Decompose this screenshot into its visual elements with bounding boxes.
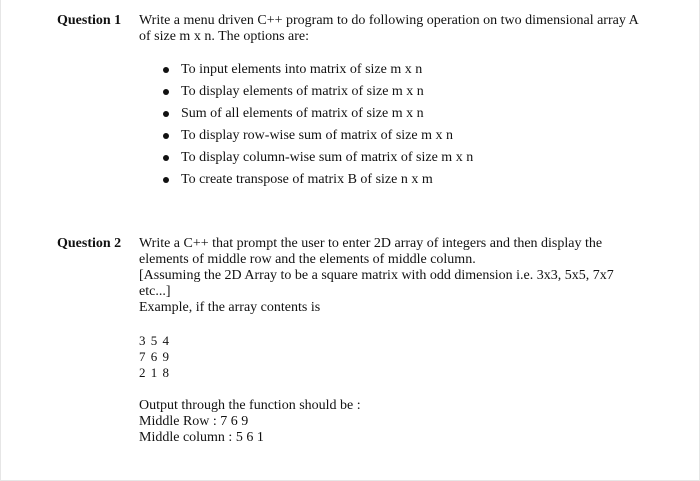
option-item: [161, 128, 473, 150]
question-1-text: [139, 13, 659, 45]
question-2-text: [139, 236, 659, 316]
question-2-line-2: elements of middle row and the elements of middle column.: [139, 252, 476, 267]
bullet-icon: [163, 155, 169, 161]
question-1-label: Question 1: [57, 13, 122, 28]
question-1-line-1: Write a menu driven C++ program to do following operation on two dimensional array A: [139, 13, 639, 28]
option-text: To input elements into matrix of size m x n: [181, 62, 423, 77]
middle-column-output: Middle column : 5 6 1: [139, 430, 264, 445]
question-2-line-4: etc...]: [139, 284, 171, 299]
bullet-icon: [163, 133, 169, 139]
bullet-icon: [163, 111, 169, 117]
option-text: Sum of all elements of matrix of size m x n: [181, 106, 424, 121]
question-1-line-2: of size m x n. The options are:: [139, 29, 310, 44]
example-matrix: [139, 333, 170, 381]
option-text: To display column-wise sum of matrix of size m x n: [181, 150, 474, 165]
matrix-row: 2 1 8: [139, 365, 170, 380]
option-item: [161, 150, 473, 172]
option-item: [161, 172, 473, 194]
question-2-line-3: [Assuming the 2D Array to be a square matrix with odd dimension i.e. 3x3, 5x5, 7x7: [139, 268, 614, 283]
question-2-line-1: Write a C++ that prompt the user to enter 2D array of integers and then display the: [139, 236, 603, 251]
question-1-options-list: [161, 62, 473, 194]
question-2-label: Question 2: [57, 236, 122, 251]
matrix-row: 7 6 9: [139, 349, 170, 364]
option-text: To display elements of matrix of size m x n: [181, 84, 424, 99]
option-item: [161, 84, 473, 106]
question-2-line-5: Example, if the array contents is: [139, 300, 321, 315]
expected-output: [139, 398, 361, 446]
option-item: [161, 62, 473, 84]
option-text: To display row-wise sum of matrix of size m x n: [181, 128, 453, 143]
matrix-row: 3 5 4: [139, 333, 170, 348]
option-text: To create transpose of matrix B of size n x m: [181, 172, 433, 187]
middle-row-output: Middle Row : 7 6 9: [139, 414, 249, 429]
output-heading: Output through the function should be :: [139, 398, 361, 413]
option-item: [161, 106, 473, 128]
bullet-icon: [163, 67, 169, 73]
bullet-icon: [163, 177, 169, 183]
bullet-icon: [163, 89, 169, 95]
